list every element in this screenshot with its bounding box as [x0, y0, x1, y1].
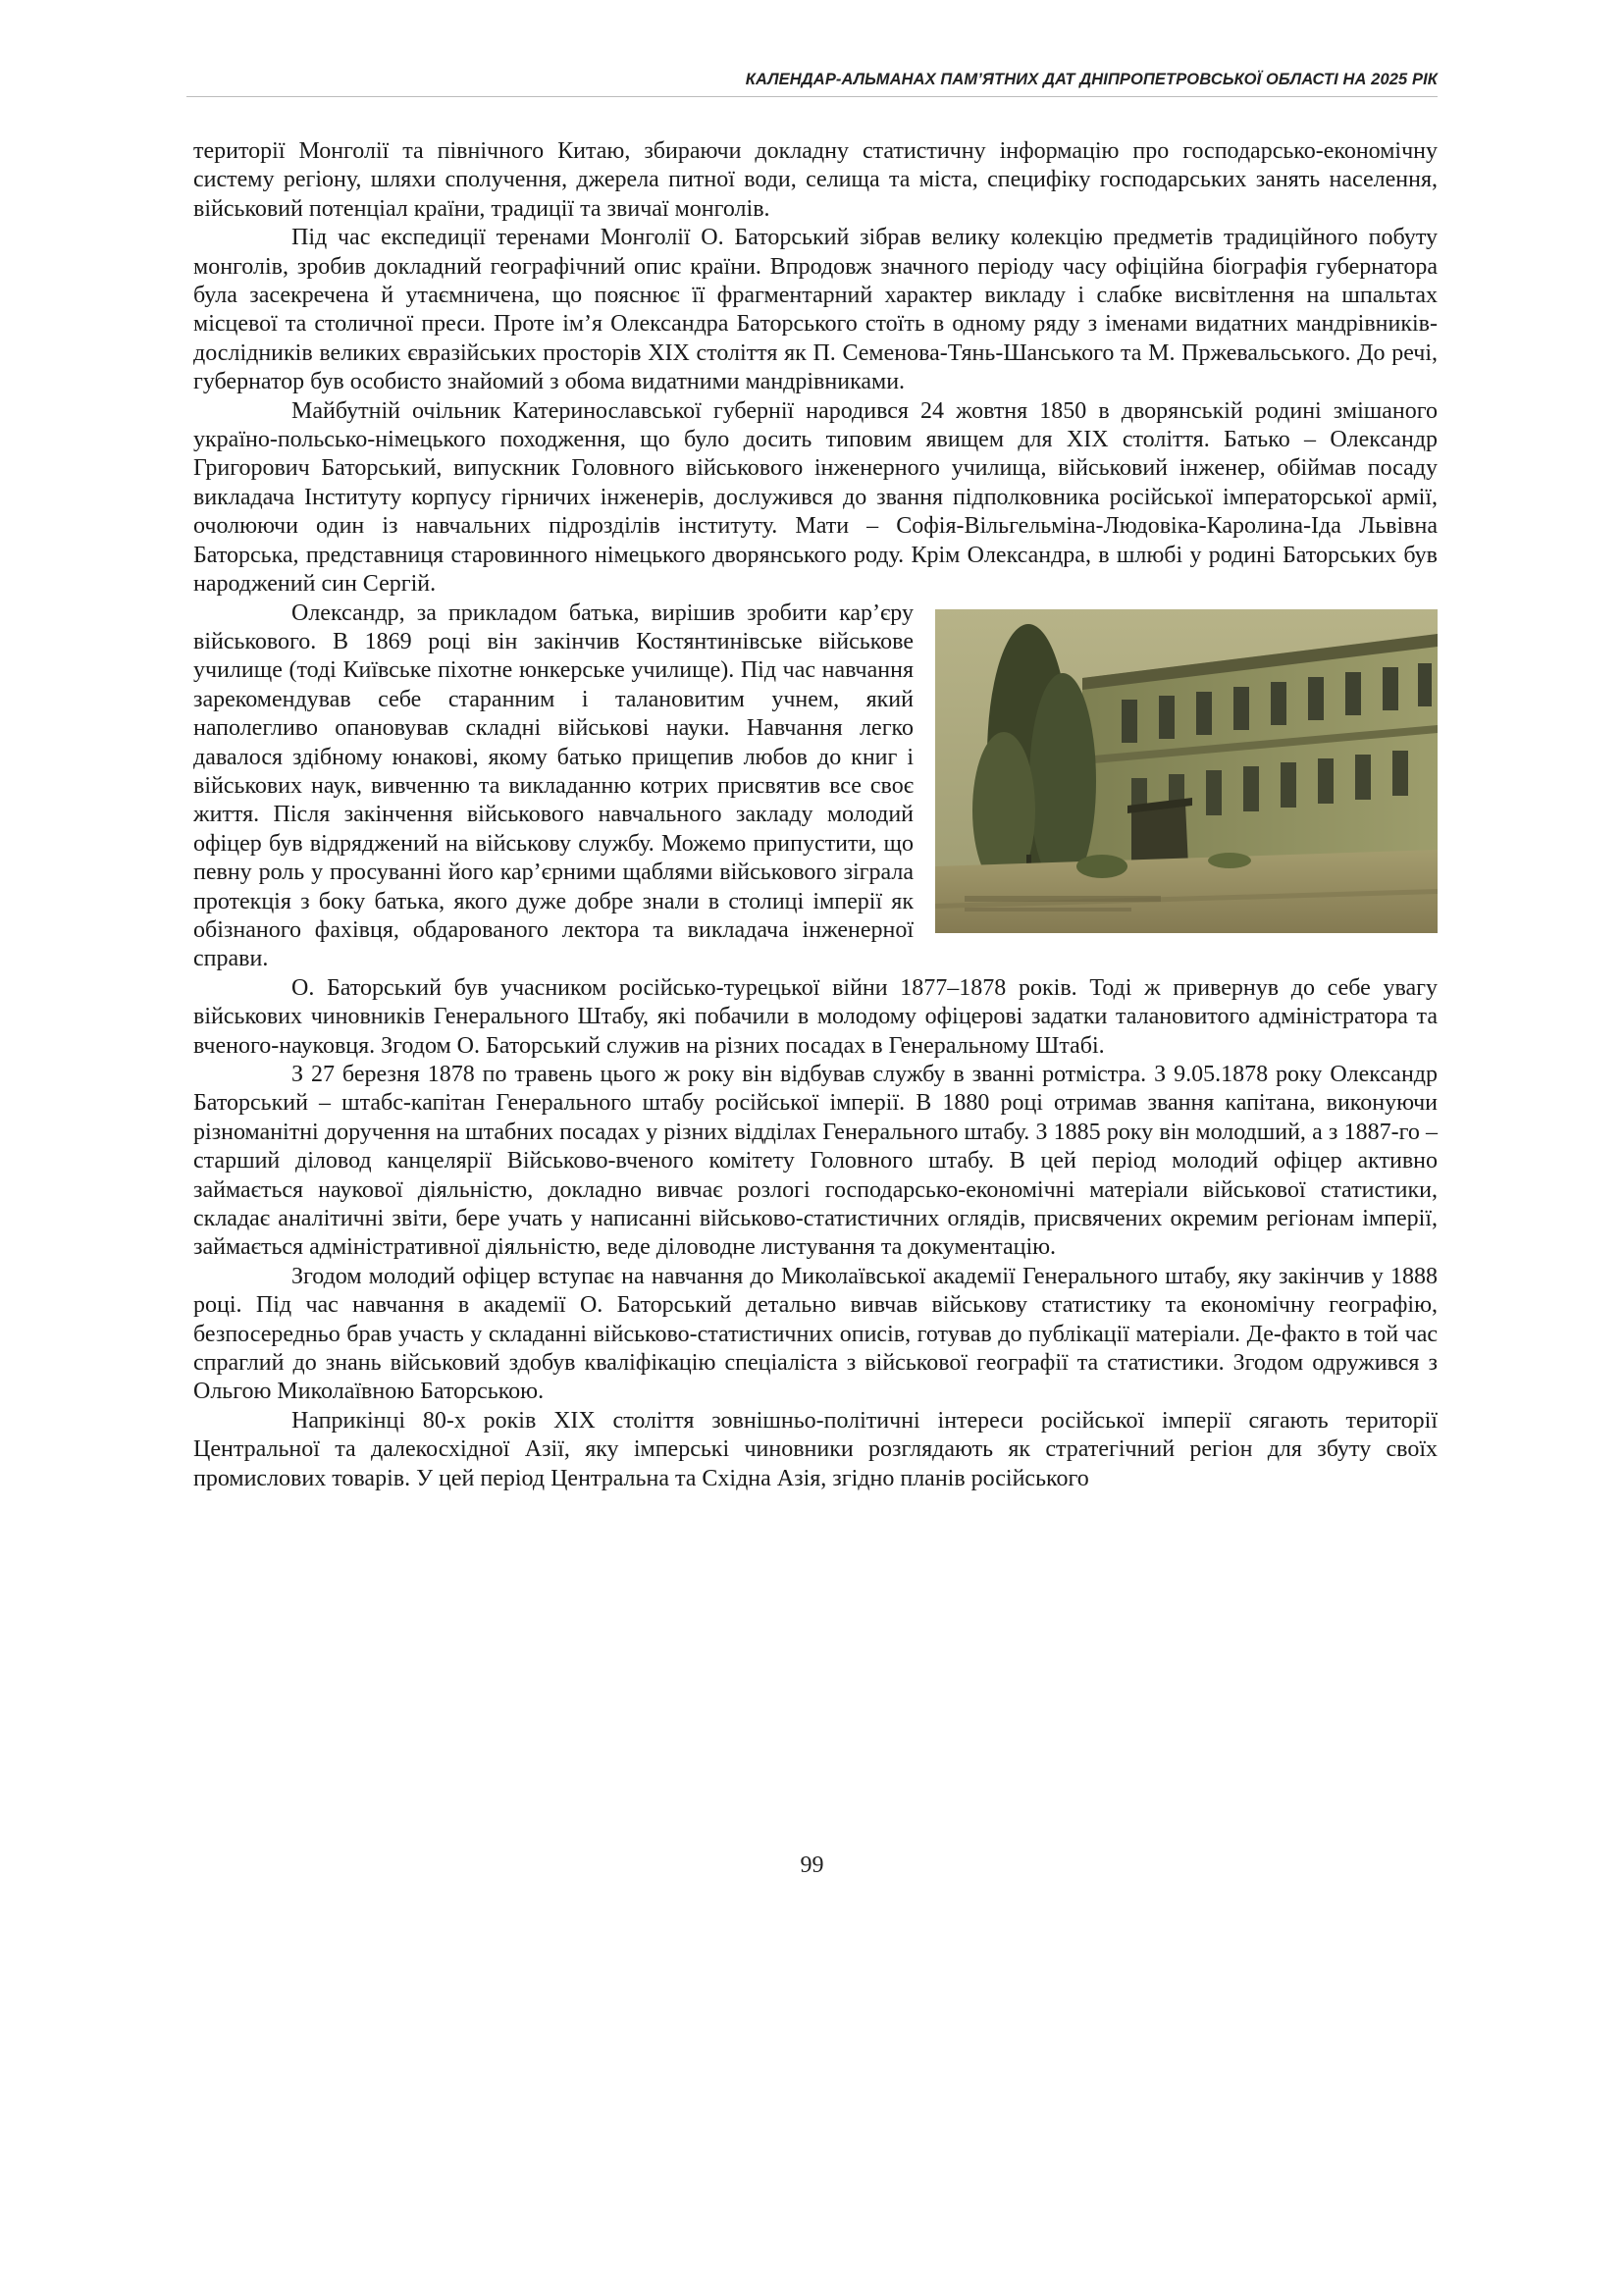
- paragraph-3: Майбутній очільник Катеринославської губернії народився 24 жовтня 1850 в дворянській родині змішаного україно-польсько-німецького походження, що було досить типовим явищем для XIX століття. Батько – Олександр Григорович Баторський, випускник Головного військового інженерного училища, військовий інженер, обіймав посаду викладача Інституту корпусу гірничих інженерів, дослужився до звання підполковника російської імператорської армії, очолюючи один із навчальних підрозділів інституту. Мати – Софія-Вільгельміна-Людовіка-Каролина-Іда Львівна Баторська, представниця старовинного німецького дворянського роду. Крім Олександра, в шлюбі у родині Баторських був народжений син Сергій.: [193, 397, 1438, 598]
- header-divider: [186, 96, 1438, 97]
- paragraph-7: Згодом молодий офіцер вступає на навчання до Миколаївської академії Генерального штабу, яку закінчив у 1888 році. Під час навчання в академії О. Баторський детально вивчав військову статистику та економічну географію, безпосередньо брав участь у складанні військово-статистичних описів, готував до публікації матеріали. Де-факто в той час спраглий до знань військовий здобув кваліфікацію спеціаліста з військової географії та статистики. Згодом одружився з Ольгою Миколаївною Баторською.: [193, 1263, 1438, 1405]
- building-photo: [935, 609, 1438, 933]
- paragraph-2: Під час експедиції теренами Монголії О. Баторський зібрав велику колекцію предметів традиційного побуту монголів, зробив докладний географічний опис країни. Впродовж значного періоду часу офіційна біографія губернатора була засекречена й утаємничена, що пояснює її фрагментарний характер викладу і слабке висвітлення на шпальтах місцевої та столичної преси. Проте ім’я Олександра Баторського стоїть в одному ряду з іменами видатних мандрівників-дослідників великих євразійських просторів XIX століття як П. Семенова-Тянь-Шанського та М. Пржевальського. До речі, губернатор був особисто знайомий з обома видатними мандрівниками.: [193, 225, 1438, 395]
- page-number: 99: [800, 1852, 824, 1878]
- paragraph-4: Олександр, за прикладом батька, вирішив зробити кар’єру військового. В 1869 році він закінчив Костянтинівське військове училище (тоді Київське піхотне юнкерське училище). Під час навчання зарекомендував себе старанним і талановитим учнем, який наполегливо опановував складні військові науки. Навчання легко давалося здібному юнакові, якому батько прищепив любов до книг і військових наук, вивченню та викладанню котрих присвятив все своє життя. Після закінчення військового навчального закладу молодий офіцер був відряджений на військову службу. Можемо припустити, що певну роль у просуванні його кар’єрними щаблями військового зіграла протекція з боку батька, якого дуже добре знали в столиці імперії як обізнаного фахівця, обдарованого лектора та викладача інженерної справи.: [193, 600, 914, 972]
- paragraph-8: Наприкінці 80-х років XIX століття зовнішньо-політичні інтереси російської імперії сягають території Центральної та далекосхідної Азії, яку імперські чиновники розглядають як стратегічний регіон для збуту своїх промислових товарів. У цей період Центральна та Східна Азія, згідно планів російського: [193, 1407, 1438, 1491]
- running-header-title: КАЛЕНДАР-АЛЬМАНАХ ПАМ’ЯТНИХ ДАТ ДНІПРОПЕТРОВСЬКОЇ ОБЛАСТІ НА 2025 РІК: [745, 71, 1438, 88]
- paragraph-6: З 27 березня 1878 по травень цього ж року він відбував службу в званні ротмістра. З 9.05.1878 року Олександр Баторський – штабс-капітан Генерального штабу російської імперії. В 1880 році отримав звання капітана, виконуючи різноманітні доручення на штабних посадах у різних відділах Генерального штабу. З 1885 року він молодший, а з 1887-го – старший діловод канцелярії Військово-вченого комітету Головного штабу. В цей період молодий офіцер активно займається наукової діяльністю, докладно вивчає розлогі господарсько-економічні матеріали військової статистики, складає аналітичні звіти, бере учать у написанні військово-статистичних оглядів, присвячених окремим регіонам імперії, займається адміністративної діяльністю, веде діловодне листування та документацію.: [193, 1062, 1438, 1261]
- article-body: [193, 137, 1438, 1493]
- paragraph-5: О. Баторський був учасником російсько-турецької війни 1877–1878 років. Тоді ж привернув до себе увагу військових чиновників Генерального Штабу, які побачили в молодому офіцерові задатки талановитого адміністратора та вченого-науковця. Згодом О. Баторський служив на різних посадах в Генеральному Штабі.: [193, 974, 1438, 1059]
- paragraph-1: території Монголії та північного Китаю, збираючи докладну статистичну інформацію про господарсько-економічну систему регіону, шляхи сполучення, джерела питної води, селища та міста, специфіку господарських занять населення, військовий потенціал країни, традиції та звичаї монголів.: [193, 138, 1438, 222]
